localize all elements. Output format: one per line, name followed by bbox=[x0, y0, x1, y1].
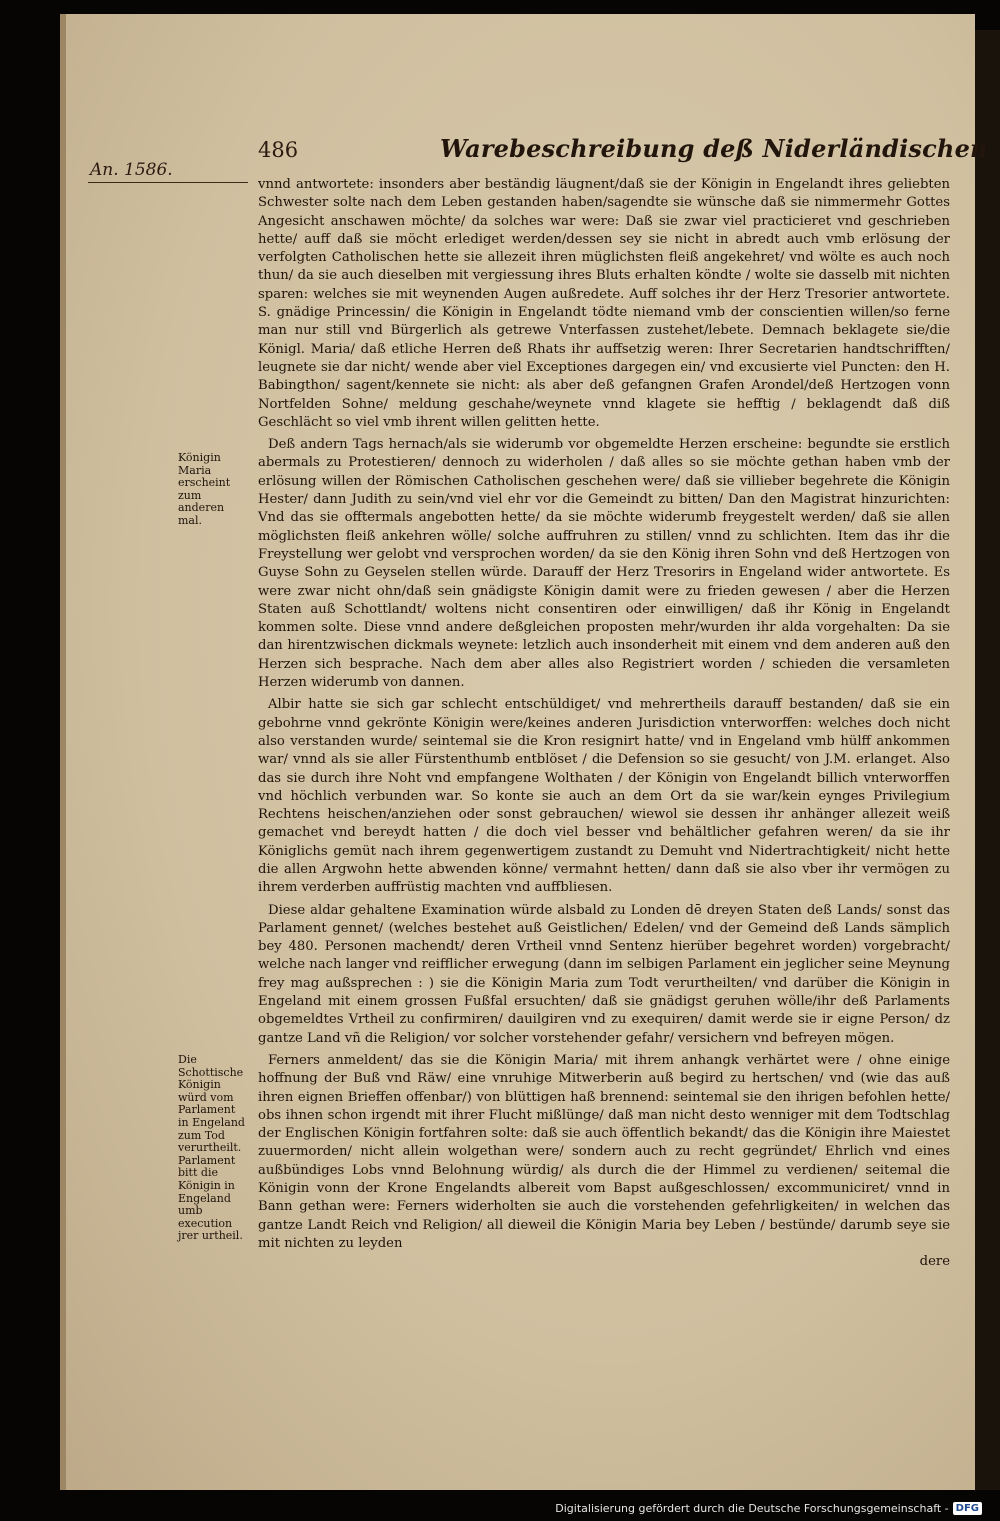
catchword: dere bbox=[919, 1254, 950, 1270]
paragraph: vnnd antwortete: insonders aber beständig läugnent/daß sie der Königin in Engelandt ihres geliebten Schwester solte nach dem Leben gestanden haben/sagendte sie wünsche daß sie nimmermehr Gottes Angesicht anschawen möchte/ da solches war were: Daß sie zwar viel practicieret vnd geschrieben hette/ auff daß sie möcht erlediget werden/dessen sey sie nicht in abredt auch vmb erlösung der verfolgten Catholischen hette sie allezeit ihren müglichsten fleiß angekehret/ vnd wölte es auch noch thun/ da sie auch dieselben mit vergiessung ihres Bluts erhalten köndte / wolte sie dasselb mit nichten sparen: welches sie mit weynenden Augen außredete. Auff solches ihr der Herz Tresorier antwortete. S. gnädige Princessin/ die Königin in Engelandt tödte niemand vmb der conscientien willen/so ferne man nur still vnd Bürgerlich als getrewe Vnterfassen zustehet/lebete. Demnach beklagete sie/die Königl. Maria/ daß etliche Herren deß Rhats ihr auffsetzig weren: Ihrer Secretarien handtschrifften/ leugnete sie dar nicht/ wende aber viel Exceptiones dargegen ein/ vnd excusierte viel Puncten: den H. Babingthon/ sagent/kennete sie nicht: als aber deß gefangnen Grafen Arondel/deß Hertzogen vonn Nortfelden Sohne/ meldung geschahe/weynete vnnd klagete sie hefftig / beklagendt daß diß Geschlächt so viel vmb ihrent willen gelitten hette. bbox=[258, 177, 950, 430]
footer-credit: Digitalisierung gefördert durch die Deutsche Forschungsgemeinschaft - bbox=[555, 1502, 949, 1515]
digitization-footer bbox=[555, 1502, 982, 1515]
margin-note: Königin Maria erscheint zum anderen mal. bbox=[178, 451, 231, 527]
paragraph: Deß andern Tags hernach/als sie widerumb vor obgemeldte Herzen erscheine: begundte sie erstlich abermals zu Protestieren/ dennoch zu widerholen / daß alles so sie möchte gethan haben vmb der erlösung willen der Römischen Catholischen geschehen were/ daß sie villieber begehrete die Königin Hester/ dann Judith zu sein/vnd viel ehr vor die Gemeindt zu bitten/ Dan den Magistrat hinzurichten: Vnd das sie offtermals angebotten hette/ da sie möchte widerumb freygestelt werden/ daß sie allen möglichsten fleiß ankehren wölle/ solche auffruhren zu stillen/ vnnd zu schlichten. Item das ihr die Freystellung wer gelobt vnd versprochen worden/ da sie den König ihren Sohn vnd deß Hertzogen von Guyse Sohn zu Geyselen stellen würde. Darauff der Herz Tresorirs in Engeland wider antwortete. Es were zwar nicht ohn/daß sein gnädigste Königin damit were zu frieden gewesen / aber die Herzen Staten auß Schottlandt/ woltens nicht consentiren oder einwilligen/ daß ihr König in Engelandt kommen solte. Diese vnnd andere deßgleichen proposten mehr/wurden ihr alda vorgehalten: Da sie dan hirentzwischen dickmals weynete: letzlich auch insonderheit mit einem vnd dem anderen auß den Herzen sich besprache. Nach dem aber alles also Registriert worden / schieden die versamleten Herzen widerumb von dannen. bbox=[258, 437, 950, 691]
year-margin-note: An. 1586. bbox=[90, 160, 173, 180]
paragraph: Albir hatte sie sich gar schlecht entschüldiget/ vnd mehrertheils darauff bestanden/ daß sie ein gebohrne vnnd gekrönte Königin were/keines anderen Jurisdiction vnterworffen: welches doch nicht also verstanden wurde/ seintemal sie die Kron resignirt hatte/ vnd in Engeland vmb hülff ankommen war/ vnnd als sie aller Fürstenthumb entblöset / die Defension so sie gesucht/ von J.M. erlanget. Also das sie durch ihre Noht vnd empfangene Wolthaten / der Königin von Engelandt billich vnterworffen vnd höchlich verbunden war. So konte sie auch an dem Ort da sie war/kein eynges Privilegium Rechtens heischen/anziehen oder sonst gebrauchen/ wiewol sie dessen ihr anhänger allezeit weiß gemachet vnd bereydt hatten / die doch viel besser vnd behältlicher gefahren weren/ da sie ihr Königlichs gemüt nach ihrem gegenwertigem zustandt zu Demuht vnd Nidertrachtigkeit/ nicht hette die allen Argwohn hette abwenden könne/ vermahnt hetten/ dann daß sie also vber ihr vermögen zu ihrem verderben auffrüstig machten vnd auffbliesen. bbox=[258, 697, 950, 896]
header-rule bbox=[88, 182, 248, 183]
paragraph: Diese aldar gehaltene Examination würde alsbald zu Londen dē dreyen Staten deß Lands/ sonst das Parlament gennet/ (welches bestehet auß Geistlichen/ Edelen/ vnd der Gemeind deß Lands sämplich bey 480. Personen machendt/ deren Vrtheil vnnd Sentenz hierüber begehret worden) vorgebracht/ welche nach langer vnd reifflicher erwegung (dann im selbigen Parlament ein jeglicher seine Meynung frey mag außsprechen : ) sie die Königin Maria zum Todt verurtheilten/ vnd darüber die Königin in Engeland mit einem grossen Fußfal ersuchten/ daß sie gnädigst geruhen wölle/ihr deß Parlaments obgemeldtes Vrtheil zu confirmiren/ dauilgiren vnd zu exequiren/ damit werde sie ir eigne Person/ dz gantze Land vñ die Religion/ vor solcher vorstehender gefahr/ versichern vnd befreyen mögen. bbox=[258, 902, 950, 1046]
dfg-logo-icon: DFG bbox=[953, 1502, 982, 1515]
text-body bbox=[258, 176, 950, 1272]
paragraph: Ferners anmeldent/ das sie die Königin Maria/ mit ihrem anhangk verhärtet were / ohne einige hoffnung der Buß vnd Räw/ eine vnruhige Mitwerberin auß begird zu hertschen/ vnd (wie das auß ihren eignen Brieffen offenbar/) von blüttigen haß brennend: seintemal sie den ihrigen befohlen hette/ obs ihnen schon irgendt mit ihrer Flucht mißlünge/ daß man nicht desto wenniger mit dem Todtschlag der Englischen Königin fortfahren solte: daß sie auch öffentlich bekandt/ das die Königin ihre Maiestet zuuermorden/ nicht allein wolgethan were/ sondern auch zu recht gegründet/ Ehrlich vnd eines außbündiges Lobs vnnd Belohnung würdig/ als durch die der Himmel zu verdienen/ seitemal die Königin vonn der Krone Engelandts albereit vom Bapst außgeschlossen/ excommuniciret/ vnnd in Bann gethan were: Ferners widerholten sie auch die vorstehenden gefehrligkeiten/ in welchen das gantze Landt Reich vnd Religion/ all dieweil die Königin Maria bey Leben / bestünde/ darumb seye sie mit nichten zu leyden bbox=[258, 1052, 950, 1251]
margin-note: Die Schottische Königin würd vom Parlament in Engeland zum Tod verurtheilt. Parlament bitt die Königin in Engeland umb execution jrer urtheil. bbox=[178, 1053, 245, 1243]
page-number: 486 bbox=[258, 138, 299, 162]
page-shadow bbox=[975, 30, 1000, 1490]
running-head: Warebeschreibung deß Niderländischen bbox=[440, 134, 988, 163]
page-edge bbox=[60, 14, 66, 1490]
